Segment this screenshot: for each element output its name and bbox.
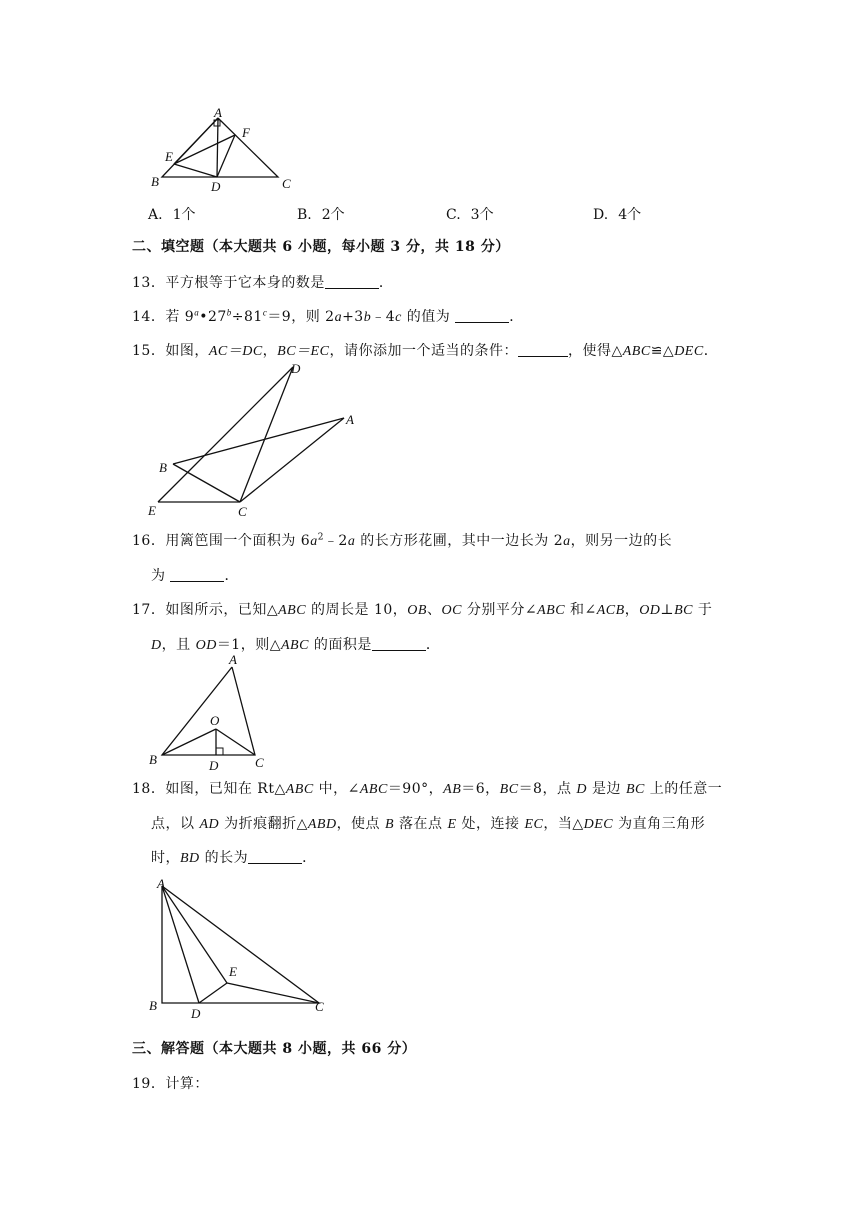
- label-e: E: [165, 149, 173, 164]
- option-b: B. 2个: [297, 207, 345, 223]
- answer-blank: [170, 567, 224, 582]
- segment-ad: [217, 118, 218, 177]
- segment-ad: [162, 886, 199, 1003]
- segment-ba: [173, 418, 344, 464]
- figure-q17: [140, 652, 280, 772]
- right-angle-mark: [216, 748, 223, 755]
- question-18: 18．如图，已知在 Rt△ABC 中，∠ABC＝90°，AB＝6，BC＝8，点 D 是边 BC 上的任意一: [132, 781, 723, 797]
- question-18-line-3: 时，BD 的长为 ．: [151, 850, 317, 866]
- figure-q15: [140, 360, 370, 520]
- question-15: 15．如图，AC＝DC，BC＝EC，请你添加一个适当的条件： ，使得△ABC≌△DEC．: [132, 343, 719, 359]
- triangle-abc: [162, 118, 278, 177]
- section-2-heading: 二、填空题（本大题共 6 小题，每小题 3 分，共 18 分）: [132, 239, 510, 255]
- label-b: B: [151, 174, 159, 189]
- label-b: B: [149, 998, 157, 1013]
- label-c: C: [238, 504, 247, 519]
- label-a: A: [157, 876, 165, 891]
- question-17: 17．如图所示，已知△ABC 的周长是 10，OB、OC 分别平分∠ABC 和∠ACB，OD⊥BC 于: [132, 602, 713, 618]
- question-18-line-2: 点，以 AD 为折痕翻折△ABD，使点 B 落在点 E 处，连接 EC，当△DEC 为直角三角形: [151, 816, 706, 832]
- triangle-abc: [162, 667, 255, 755]
- option-a: A. 1个: [148, 207, 196, 223]
- label-d: D: [209, 758, 219, 772]
- label-o: O: [210, 713, 220, 728]
- segment-ob: [162, 729, 216, 755]
- question-13: 13．平方根等于它本身的数是 ．: [132, 275, 394, 291]
- question-16: 16．用篱笆围一个面积为 $6a^2﹣2a$ 的长方形花圃，其中一边长为 2a，则另一边的长: [132, 532, 673, 549]
- question-17-line-2: D，且 OD＝1，则△ABC 的面积是 ．: [151, 637, 441, 653]
- label-d: D: [191, 1006, 201, 1021]
- question-14: 14．若 $9^a•27^b\div 81^c=9$，则 2a+3b﹣4c 的值为 ．: [132, 307, 524, 325]
- segment-ac: [240, 418, 344, 502]
- segment-df: [217, 135, 235, 177]
- label-b: B: [159, 460, 167, 475]
- option-d: D. 4个: [593, 207, 642, 223]
- segment-ed: [174, 164, 217, 177]
- label-d: D: [211, 179, 221, 194]
- segment-ae: [174, 118, 218, 164]
- label-c: C: [315, 999, 324, 1014]
- option-c: C. 3个: [446, 207, 494, 223]
- label-f: F: [242, 125, 250, 140]
- label-e: E: [229, 964, 237, 979]
- figure-q12: [140, 106, 300, 196]
- answer-blank: [372, 636, 426, 651]
- answer-blank: [518, 342, 568, 357]
- label-c: C: [282, 176, 291, 191]
- label-a: A: [214, 106, 222, 120]
- segment-ae: [162, 886, 227, 983]
- label-c: C: [255, 755, 264, 770]
- figure-q18: [140, 872, 340, 1022]
- answer-blank: [248, 849, 302, 864]
- label-b: B: [149, 752, 157, 767]
- label-a: A: [346, 412, 354, 427]
- segment-ed: [158, 367, 293, 502]
- label-e: E: [148, 503, 156, 518]
- answer-blank: [325, 274, 379, 289]
- section-3-heading: 三、解答题（本大题共 8 小题，共 66 分）: [132, 1041, 417, 1057]
- segment-bc: [173, 464, 240, 502]
- label-a: A: [229, 652, 237, 667]
- label-d: D: [291, 361, 301, 376]
- segment-de: [199, 983, 227, 1003]
- segment-ef: [174, 135, 235, 164]
- question-19: 19．计算：: [132, 1076, 209, 1092]
- question-16-line-2: 为 ．: [151, 568, 239, 584]
- answer-blank: [455, 308, 509, 323]
